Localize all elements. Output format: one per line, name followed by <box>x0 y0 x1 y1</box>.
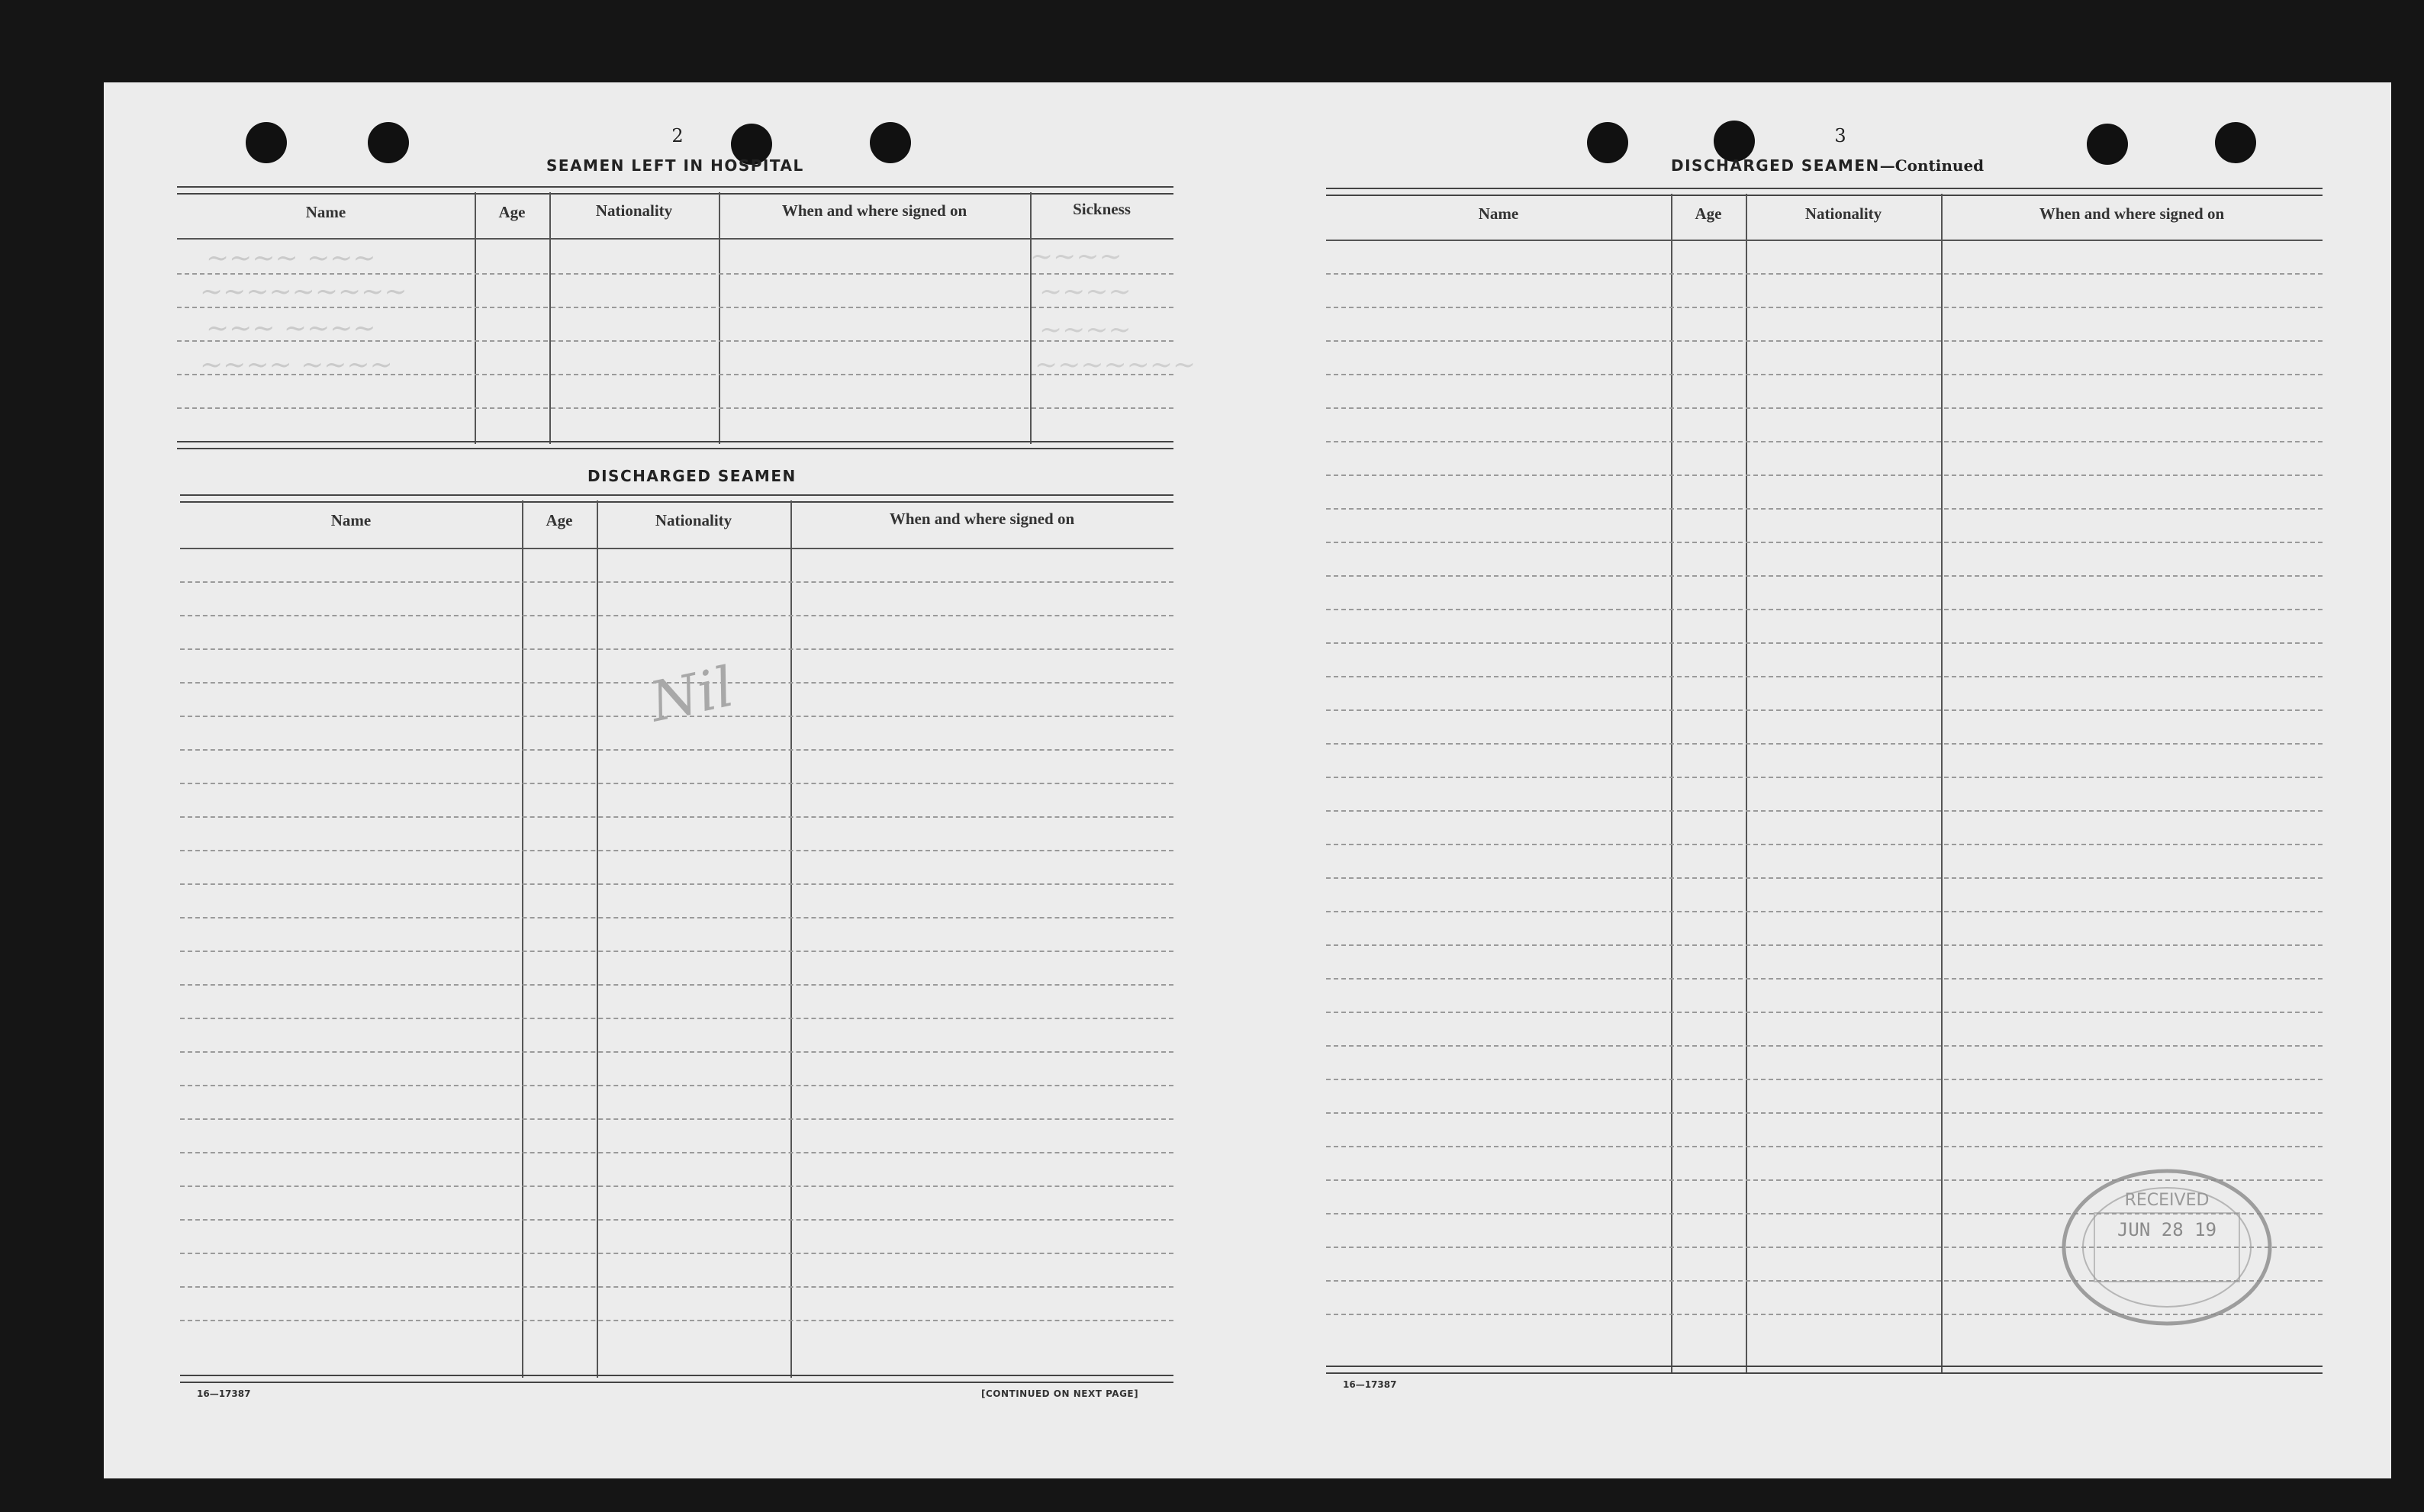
bleed-through-handwriting: ~~~~ ~~~ <box>206 243 376 274</box>
punch-hole <box>1587 122 1628 163</box>
col-header-signed-on: When and where signed on <box>889 509 1075 528</box>
punch-hole <box>2087 124 2128 165</box>
bleed-through-handwriting: ~~~~ <box>1039 314 1132 346</box>
col-header-signed-on: When and where signed on <box>781 201 967 220</box>
bleed-through-handwriting: ~~~ ~~~~ <box>206 313 376 344</box>
col-header-age: Age <box>546 510 573 529</box>
col-header-name: Name <box>305 202 346 221</box>
nil-handwritten-mark: Nil <box>644 654 739 735</box>
hospital-section-title: SEAMEN LEFT IN HOSPITAL <box>546 156 804 175</box>
bleed-through-handwriting: ~~~~ <box>1030 241 1122 272</box>
col-header-age: Age <box>1695 204 1722 223</box>
discharged-title-suffix: —Continued <box>1879 156 1985 175</box>
col-header-age: Age <box>498 202 526 221</box>
stamp-date-text: JUN 28 19 <box>2117 1219 2217 1240</box>
col-header-signed-on: When and where signed on <box>2039 204 2225 223</box>
discharged-continued-title <box>1671 156 1984 175</box>
bleed-through-handwriting: ~~~~~~~ <box>1035 349 1196 381</box>
discharged-table <box>180 494 1173 1382</box>
bleed-through-handwriting: ~~~~ <box>1039 276 1132 307</box>
form-number-left: 16—17387 <box>197 1388 251 1399</box>
col-header-sickness: Sickness <box>1073 199 1131 218</box>
punch-hole <box>368 122 409 163</box>
form-number-right: 16—17387 <box>1343 1379 1397 1390</box>
col-header-nationality: Nationality <box>595 201 673 220</box>
col-header-name: Name <box>1478 204 1519 223</box>
col-header-nationality: Nationality <box>655 510 732 529</box>
discharged-section-title: DISCHARGED SEAMEN <box>587 467 797 485</box>
page-number-left: 2 <box>671 125 684 146</box>
punch-hole <box>2215 122 2256 163</box>
col-header-name: Name <box>330 510 372 529</box>
col-header-nationality: Nationality <box>1804 204 1882 223</box>
punch-hole <box>246 122 287 163</box>
punch-hole <box>870 122 911 163</box>
discharged-title-main: DISCHARGED SEAMEN <box>1671 156 1880 175</box>
punch-hole <box>1714 121 1755 162</box>
bleed-through-handwriting: ~~~~ ~~~~ <box>200 349 393 381</box>
stamp-received-text: RECEIVED <box>2124 1191 2210 1210</box>
received-stamp <box>2052 1160 2281 1335</box>
bleed-through-handwriting: ~~~~~~~~~ <box>200 276 407 307</box>
continued-note: [CONTINUED ON NEXT PAGE] <box>981 1388 1139 1399</box>
page-number-right: 3 <box>1834 125 1846 146</box>
